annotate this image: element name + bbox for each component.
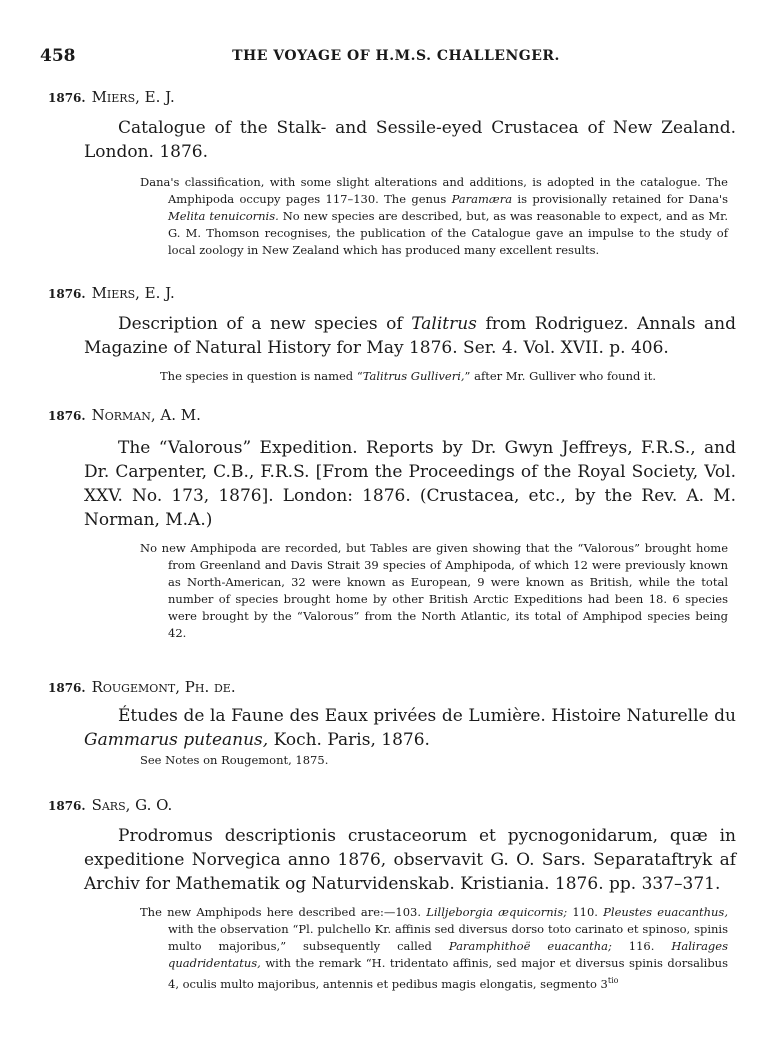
entry-note: The new Amphipods here described are:—103. Lilljeborgia æquicornis; 110. Pleustes euacanthus, with the observation “Pl. pulchello Kr. affinis sed diversus dorso toto carinato et spinoso, spinis multo majoribus,” subsequently called Paramphithoë euacantha; 116. Halirages quadridentatus, with the remark “H. tridentato affinis, sed major et diversus spinis dorsalibus 4, oculis multo majoribus, antennis et pedibus magis elongatis, segmento $3^{tio}$ [140,905,728,991]
entry-year: 1876. [48,287,86,301]
entry-heading [48,678,236,696]
entry-heading [48,284,175,302]
entry-heading [48,406,201,424]
entry-note: No new Amphipoda are recorded, but Tables are given showing that the “Valorous” brought home from Greenland and Davis Strait 39 species of Amphipoda, of which 12 were previously known as North-American, 32 were known as European, 9 were known as British, while the total number of species brought home by other British Arctic Expeditions had been 18. 6 species were brought by the “Valorous” from the North Atlantic, its total of Amphipod species being 42. [140,541,728,640]
entry-author: Sars, G. O. [91,796,173,814]
entry-note: See Notes on Rougemont, 1875. [140,753,329,767]
entry-year: 1876. [48,91,86,105]
entry-note: The species in question is named “Talitrus Gulliveri,” after Mr. Gulliver who found it. [160,369,656,383]
entry-author: Miers, E. J. [91,284,175,302]
entry-title: The “Valorous” Expedition. Reports by Dr. Gwyn Jeffreys, F.R.S., and Dr. Carpenter, C.B., F.R.S. [From the Proceedings of the Royal Society, Vol. XXV. No. 173, 1876]. London: 1876. (Crustacea, etc., by the Rev. A. M. Norman, M.A.) [84,438,736,530]
entry-heading [48,796,172,814]
entry-title: Études de la Faune des Eaux privées de Lumière. Histoire Naturelle du Gammarus puteanus, Koch. Paris, 1876. [84,706,736,750]
entry-author: Miers, E. J. [91,88,175,106]
entry-title: Description of a new species of Talitrus from Rodriguez. Annals and Magazine of Natural History for May 1876. Ser. 4. Vol. XVII. p. 406. [84,314,737,358]
entry-note: Dana's classification, with some slight alterations and additions, is adopted in the catalogue. The Amphipoda occupy pages 117–130. The genus Paramæra is provisionally retained for Dana's Melita tenuicornis. No new species are described, but, as was reasonable to expect, and as Mr. G. M. Thomson recognises, the publication of the Catalogue gave an impulse to the study of local zoology in New Zealand which has produced many excellent results. [140,175,728,257]
page-header [40,46,752,68]
page-number: 458 [40,46,76,66]
entry-year: 1876. [48,681,86,695]
entry-author: Norman, A. M. [91,406,201,424]
entry-year: 1876. [48,409,86,423]
entry-year: 1876. [48,799,86,813]
running-title: THE VOYAGE OF H.M.S. CHALLENGER. [232,48,560,64]
entry-heading [48,88,175,106]
entry-title: Prodromus descriptionis crustaceorum et pycnogonidarum, quæ in expeditione Norvegica anno 1876, observavit G. O. Sars. Separataftryk af Archiv for Mathematik og Naturvidenskab. Kristiania. 1876. pp. 337–371. [84,826,736,894]
entry-title: Catalogue of the Stalk- and Sessile-eyed Crustacea of New Zealand. London. 1876. [84,118,736,162]
entry-author: Rougemont, Ph. de. [91,678,236,696]
